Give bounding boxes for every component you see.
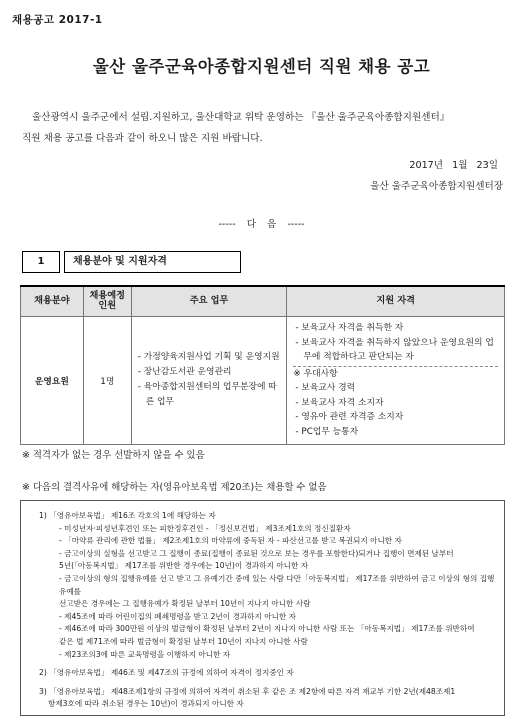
note-no-qualified: ※ 적격자가 없는 경우 선발하지 않을 수 있음: [22, 450, 205, 461]
disqualification-subitem: - 「마약류 관리에 관한 법률」 제2조제1호의 마약류에 중독된 자 - 파산선고를 받고 복권되지 아니한 자: [59, 536, 402, 546]
document-title: 울산 울주군육아종합지원센터 직원 채용 공고: [92, 57, 431, 76]
disqualification-item-1: 1) 「영유아보육법」 제16조 각호의 1에 해당하는 자: [39, 511, 216, 520]
intro-paragraph: [22, 107, 512, 149]
duty-item: - 육아종합지원센터의 업무분장에 따른 업무: [137, 382, 277, 407]
cell-count: 1명: [83, 316, 131, 444]
qualification-item: - 보육교사 자격을 취득한 자: [295, 323, 404, 333]
qualification-item: - 보육교사 자격을 취득하지 않았으나 운영요원의 업무에 적합하다고 판단되는 자: [295, 337, 494, 362]
intro-line-1: 울산광역시 울주군에서 설립.지원하고, 울산대학교 위탁 운영하는 『울산 울주군육아종합지원센터』: [32, 112, 450, 123]
notice-number: 채용공고 2017-1: [12, 14, 103, 26]
disqualification-subitem: - 금고이상의 실형을 선고받고 그 집행이 종료(집행이 종료된 것으로 보는 경우를 포함한다)되거나 집행이 면제된 날부터: [59, 548, 454, 558]
table-header-row: [21, 286, 505, 316]
duty-item: - 장난감도서관 운영관리: [137, 367, 232, 377]
disqualification-item-3-cont: 항제3호에 따라 취소된 경우는 10년)이 경과되지 아니한 자: [48, 699, 244, 709]
disqualification-subitem: - 미성년자·피성년후견인 또는 피한정후견인 - 「정신보건법」 제3조제1호의 정신질환자: [59, 523, 351, 533]
preferred-item: - 보육교사 자격 소지자: [295, 397, 384, 408]
disqualification-subitem: - 제23조의3에 따른 교육명령을 이행하지 아니한 자: [59, 649, 231, 659]
section-title: 채용분야 및 지원자격: [64, 251, 241, 273]
disqualification-item-2: 2) 「영유아보육법」 제46조 및 제47조의 규정에 의하여 자격이 정지중인 자: [39, 668, 294, 678]
disqualification-subitem: - 제46조에 따라 300만원 이상의 벌금형이 확정된 날부터 2년이 지나지 아니한 사람 또는 「아동복지법」 제17조를 위반하여: [59, 624, 475, 634]
header-count-line-2: 인원: [98, 300, 117, 312]
disqualification-subitem: 선고받은 경우에는 그 집행유예가 확정된 날부터 10년이 지나지 아니한 사람: [59, 599, 311, 609]
announcement-date: 2017년 1월 23일: [409, 160, 498, 171]
header-count-line-1: 채용예정: [89, 290, 126, 302]
preferred-item: - 영유아 관련 자격증 소지자: [295, 412, 404, 422]
signer-name: 울산 울주군육아종합지원센터장: [370, 181, 503, 192]
table-row: [21, 316, 505, 444]
duty-item: - 가정양육지원사업 기획 및 운영지원: [137, 352, 280, 362]
disqualification-subitem: 같은 법 제71조에 따라 벌금형이 확정된 날부터 10년이 지나지 아니한 사람: [59, 636, 308, 646]
intro-line-2: 직원 채용 공고를 다음과 같이 하오니 많은 지원 바랍니다.: [22, 133, 263, 144]
preferred-item: - PC업무 능통자: [295, 426, 359, 437]
disqualification-box: [20, 500, 505, 716]
disqualification-subitem: - 금고이상의 형의 집행유예를 선고 받고 그 유예기간 중에 있는 사람 다만「아동복지법」 제17조를 위반하여 금고 이상의 형의 집행유예를: [59, 573, 495, 596]
preferred-heading: ※ 우대사항: [293, 366, 498, 382]
header-count: [83, 286, 131, 316]
disqualification-subitem: - 제45조에 따라 어린이집의 폐쇄명령을 받고 2년이 경과하지 아니한 자: [59, 611, 297, 621]
header-field: 채용분야: [21, 286, 84, 316]
header-qualifications: 지원 자격: [287, 286, 505, 316]
preferred-item: - 보육교사 경력: [295, 383, 356, 393]
recruitment-table: [20, 285, 505, 445]
disqualification-item-3: 3) 「영유아보육법」 제48조제1항의 규정에 의하여 자격이 취소된 후 같은 조 제2항에 따른 자격 재교부 기한 2년(제48조제1: [39, 686, 456, 696]
header-duties: 주요 업무: [131, 286, 287, 316]
note-disqualification: ※ 다음의 결격사유에 해당하는 자(영유아보육법 제20조)는 채용할 수 없음: [22, 482, 327, 493]
disqualification-subitem: 5년(「아동복지법」 제17조를 위반한 경우에는 10년)이 경과하지 아니한 자: [59, 561, 309, 571]
cell-qualifications: [287, 316, 505, 444]
section-number: 1: [22, 251, 60, 273]
section-divider: ----- 다 음 -----: [218, 219, 305, 230]
cell-field: 운영요원: [21, 316, 84, 444]
cell-duties: [131, 316, 287, 444]
